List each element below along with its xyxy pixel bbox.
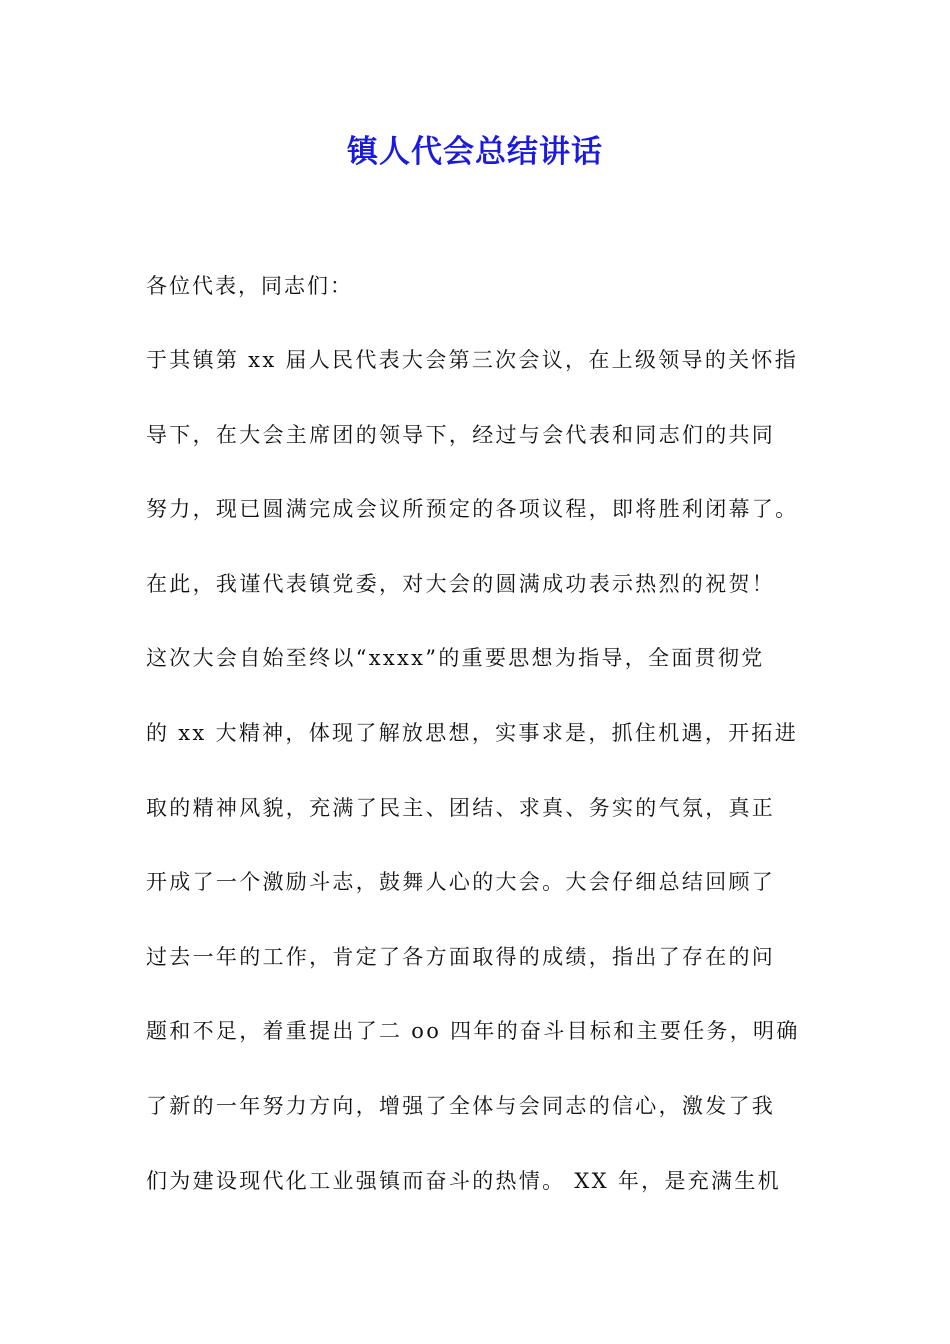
body-line: 于其镇第 xx 届人民代表大会第三次会议，在上级领导的关怀指 <box>146 348 799 372</box>
body-line: 开成了一个激励斗志，鼓舞人心的大会。大会仔细总结回顾了 <box>146 870 776 895</box>
body-line: 过去一年的工作，肯定了各方面取得的成绩，指出了存在的问 <box>146 944 776 969</box>
body-line: 的 xx 大精神，体现了解放思想，实事求是，抓住机遇，开拓进 <box>146 720 799 745</box>
body-line: 在此，我谨代表镇党委，对大会的圆满成功表示热烈的祝贺！ <box>146 571 776 596</box>
body-line: 取的精神风貌，充满了民主、团结、求真、务实的气氛，真正 <box>146 795 776 820</box>
document-title: 镇人代会总结讲话 <box>347 134 603 170</box>
body-line: 题和不足，着重提出了二 oo 四年的奋斗目标和主要任务，明确 <box>146 1019 800 1044</box>
body-text <box>146 340 826 1235</box>
body-line: 了新的一年努力方向，增强了全体与会同志的信心，激发了我 <box>146 1093 776 1118</box>
body-line: 这次大会自始至终以“xxxx”的重要思想为指导，全面贯彻党 <box>146 646 765 671</box>
salutation: 各位代表，同志们： <box>146 274 353 298</box>
body-line: 努力，现已圆满完成会议所预定的各项议程，即将胜利闭幕了。 <box>146 497 799 522</box>
body-line: 们为建设现代化工业强镇而奋斗的热情。 XX 年，是充满生机 <box>146 1168 781 1193</box>
body-line: 导下，在大会主席团的领导下，经过与会代表和同志们的共同 <box>146 422 776 447</box>
